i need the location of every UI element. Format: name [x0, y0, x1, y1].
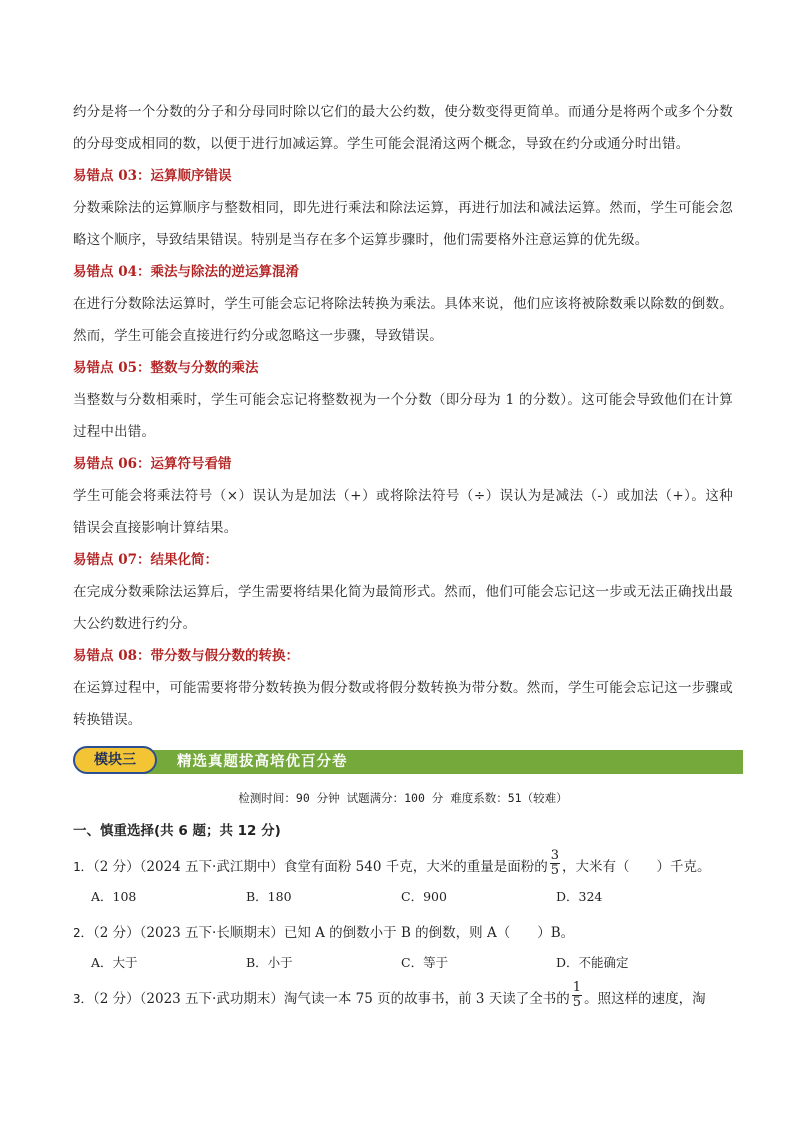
question-2 [73, 922, 733, 974]
exam-meta: 检测时间：90 分钟 试题满分：100 分 难度系数：51（较难） [238, 791, 568, 805]
error-point-08 [73, 640, 733, 736]
module-pill: 模块三 [73, 746, 157, 774]
option-c: C．等于 [401, 955, 449, 970]
content [73, 96, 733, 1010]
point-label: 易错点 07： [73, 552, 151, 568]
error-point-03 [73, 160, 733, 256]
option-d: D．不能确定 [556, 955, 629, 970]
point-title: 运算符号看错 [150, 456, 232, 472]
question-text: （2 分）（2023 五下·长顺期末）已知 A 的倒数小于 B 的倒数，则 A（ ）B。 [93, 925, 575, 941]
error-point-04 [73, 256, 733, 352]
point-label: 易错点 03： [73, 168, 151, 184]
point-body: 分数乘除法的运算顺序与整数相同，即先进行乘法和除法运算，再进行加法和减法运算。然而，学生可能会忽略这个顺序，导致结果错误。特别是当存在多个运算步骤时，他们需要格外注意运算的优先级。 [73, 200, 733, 248]
point-body: 在完成分数乘除法运算后，学生需要将结果化简为最简形式。然而，他们可能会忘记这一步或无法正确找出最大公约数进行约分。 [73, 584, 733, 632]
option-b: B．小于 [246, 955, 293, 970]
point-body: 在进行分数除法运算时，学生可能会忘记将除法转换为乘法。具体来说，他们应该将被除数乘以除数的倒数。然而，学生可能会直接进行约分或忽略这一步骤，导致错误。 [73, 296, 733, 344]
question-number: 2． [73, 925, 94, 940]
point-title: 整数与分数的乘法 [150, 360, 259, 376]
module-banner [73, 746, 733, 776]
fraction-denominator: 5 [550, 863, 559, 878]
option-d: D．324 [556, 889, 603, 904]
question-1 [73, 848, 733, 908]
point-label: 易错点 04： [73, 264, 151, 280]
section-heading: 一、慎重选择(共 6 题；共 12 分) [73, 823, 281, 839]
option-b: B．180 [246, 889, 292, 904]
fraction-denominator: 5 [572, 995, 582, 1010]
point-body: 学生可能会将乘法符号（×）误认为是加法（+）或将除法符号（÷）误认为是减法（-）或加法（+）。这种错误会直接影响计算结果。 [73, 488, 733, 536]
question-text-end: ，大米有（ ）千克。 [561, 859, 711, 875]
module-title: 精选真题拔高培优百分卷 [177, 754, 348, 770]
options [73, 952, 733, 974]
fraction-numerator: 3 [550, 848, 559, 863]
error-point-06 [73, 448, 733, 544]
fraction [550, 849, 560, 878]
intro-paragraph: 约分是将一个分数的分子和分母同时除以它们的最大公约数，使分数变得更简单。而通分是将两个或多个分数的分母变成相同的数，以便于进行加减运算。学生可能会混淆这两个概念，导致在约分或通分时出错。 [73, 104, 733, 152]
options [73, 886, 733, 908]
error-point-07 [73, 544, 733, 640]
option-a: A．108 [91, 889, 137, 904]
point-body: 当整数与分数相乘时，学生可能会忘记将整数视为一个分数（即分母为 1 的分数）。这可能会导致他们在计算过程中出错。 [73, 392, 733, 440]
question-3 [73, 980, 733, 1010]
question-number: 1． [73, 859, 94, 874]
question-text: （2 分）（2023 五下·武功期末）淘气读一本 75 页的故事书，前 3 天读了全书的 [93, 991, 570, 1007]
fraction [572, 981, 582, 1010]
fraction-numerator: 1 [572, 980, 582, 995]
point-title: 运算顺序错误 [150, 168, 232, 184]
point-title: 带分数与假分数的转换： [150, 648, 299, 664]
option-a: A．大于 [91, 955, 138, 970]
question-text-end: 。照这样的速度，淘 [584, 991, 706, 1007]
error-point-05 [73, 352, 733, 448]
point-label: 易错点 05： [73, 360, 151, 376]
point-title: 乘法与除法的逆运算混淆 [150, 264, 299, 280]
point-title: 结果化简： [150, 552, 218, 568]
point-label: 易错点 08： [73, 648, 151, 664]
question-text: （2 分）（2024 五下·武江期中）食堂有面粉 540 千克，大米的重量是面粉的 [93, 859, 548, 875]
point-label: 易错点 06： [73, 456, 151, 472]
option-c: C．900 [401, 889, 447, 904]
question-number: 3． [73, 991, 94, 1006]
point-body: 在运算过程中，可能需要将带分数转换为假分数或将假分数转换为带分数。然而，学生可能会忘记这一步骤或转换错误。 [73, 680, 733, 728]
